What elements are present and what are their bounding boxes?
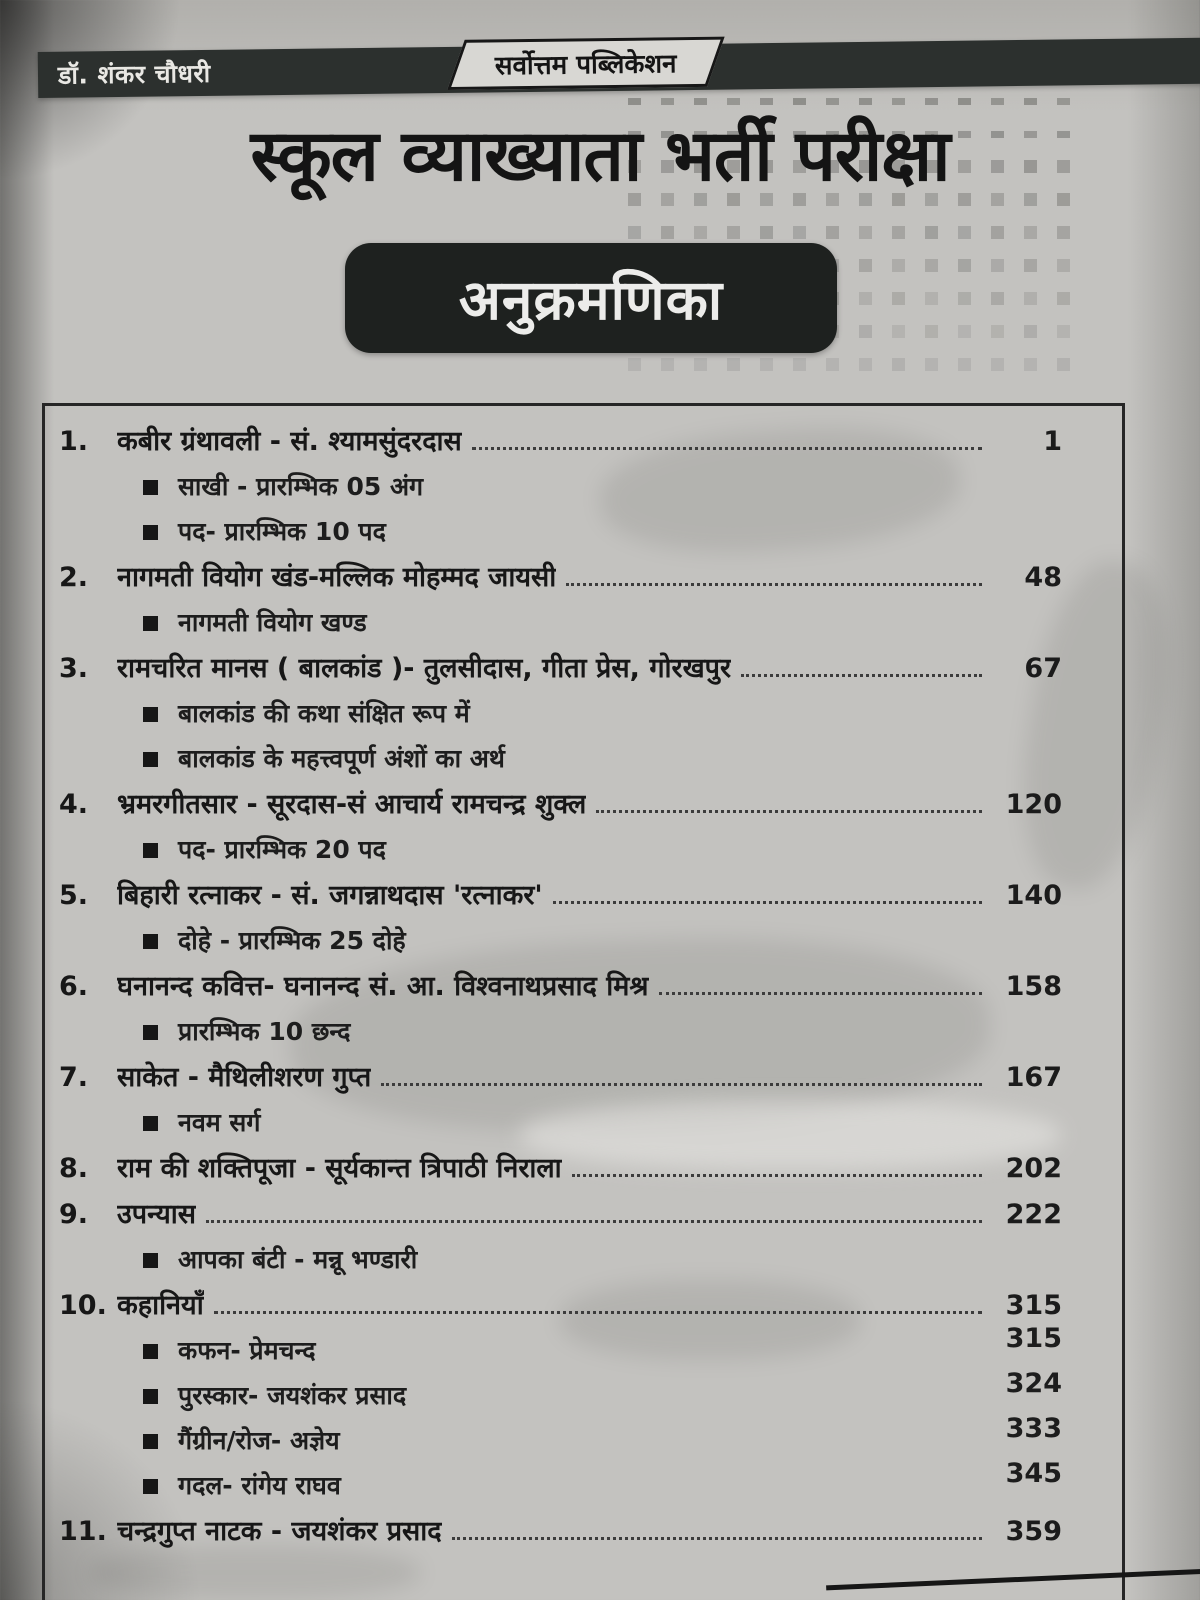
- halftone-dot: [1057, 358, 1070, 371]
- toc-item-title: कबीर ग्रंथावली - सं. श्यामसुंदरदास: [117, 426, 462, 457]
- author-name: डॉ. शंकर चौधरी: [57, 58, 211, 90]
- top-banner: [38, 38, 1200, 98]
- square-bullet-icon: [143, 1389, 158, 1404]
- toc-item-title: नागमती वियोग खंड-मल्लिक मोहम्मद जायसी: [117, 562, 557, 593]
- toc-item-page: 67: [1024, 653, 1062, 684]
- halftone-dot: [793, 358, 806, 371]
- index-heading: अनुक्रमणिका: [458, 267, 724, 332]
- toc-subitem: [143, 1458, 1062, 1503]
- toc-item-page: 120: [1005, 789, 1062, 820]
- halftone-dot: [925, 358, 938, 371]
- halftone-dot: [991, 292, 1004, 305]
- halftone-dot: [925, 325, 938, 338]
- halftone-dot: [925, 259, 938, 272]
- halftone-dot: [991, 226, 1004, 239]
- halftone-dot: [991, 98, 1004, 105]
- toc-item-page: 315: [1005, 1290, 1062, 1321]
- halftone-dot: [760, 226, 773, 239]
- publisher-name: सर्वोत्तम पब्लिकेशन: [494, 49, 677, 82]
- toc-item-number: 3.: [59, 653, 89, 684]
- halftone-dot: [1024, 193, 1037, 206]
- toc-item: [59, 424, 1062, 459]
- halftone-dot: [727, 358, 740, 371]
- halftone-dot: [1024, 325, 1037, 338]
- halftone-dot: [760, 358, 773, 371]
- square-bullet-icon: [143, 1434, 158, 1449]
- toc-subitem-label: दोहे - प्रारम्भिक 25 दोहे: [178, 926, 406, 955]
- halftone-dot: [1057, 160, 1070, 173]
- toc-item-page: 202: [1005, 1153, 1062, 1184]
- toc-list: [59, 424, 1062, 1549]
- toc-item-title: कहानियाँ: [117, 1290, 204, 1321]
- square-bullet-icon: [143, 1479, 158, 1494]
- halftone-dot: [859, 292, 872, 305]
- toc-subitem-label: पुरस्कार- जयशंकर प्रसाद: [178, 1381, 407, 1410]
- toc-item-number: 2.: [59, 562, 89, 593]
- halftone-dot: [1024, 292, 1037, 305]
- dot-leader: [659, 992, 983, 995]
- toc-subitem-label: कफन- प्रेमचन्द: [178, 1336, 316, 1365]
- square-bullet-icon: [143, 1025, 158, 1040]
- dot-leader: [566, 583, 982, 586]
- dot-leader: [553, 901, 982, 904]
- toc-subitem: [143, 833, 1062, 867]
- halftone-dot: [1057, 131, 1070, 138]
- square-bullet-icon: [143, 934, 158, 949]
- toc-subitem-page: 333: [1005, 1413, 1062, 1444]
- toc-item-title: घनानन्द कवित्त- घनानन्द सं. आ. विश्वनाथप्रसाद मिश्र: [117, 971, 649, 1002]
- halftone-dot: [1057, 226, 1070, 239]
- halftone-dot: [958, 325, 971, 338]
- toc-subitem-label: आपका बंटी - मन्नू भण्डारी: [178, 1245, 418, 1274]
- toc-subitem-label: बालकांड के महत्त्वपूर्ण अंशों का अर्थ: [178, 744, 505, 773]
- toc-item-title: भ्रमरगीतसार - सूरदास-सं आचार्य रामचन्द्र शुक्ल: [117, 789, 587, 820]
- toc-subitem-label: प्रारम्भिक 10 छन्द: [178, 1017, 351, 1046]
- toc-item-number: 8.: [59, 1153, 89, 1184]
- toc-subitem: [143, 924, 1062, 958]
- toc-subitem-label: साखी - प्रारम्भिक 05 अंग: [178, 472, 424, 501]
- halftone-dot: [628, 226, 641, 239]
- dot-leader: [214, 1311, 982, 1314]
- halftone-dot: [991, 259, 1004, 272]
- halftone-dot: [694, 226, 707, 239]
- toc-item: [59, 1060, 1062, 1095]
- toc-item-title: चन्द्रगुप्त नाटक - जयशंकर प्रसाद: [117, 1516, 442, 1547]
- toc-subitem: [143, 1015, 1062, 1049]
- dot-leader: [572, 1174, 982, 1177]
- halftone-dot: [991, 131, 1004, 138]
- square-bullet-icon: [143, 1116, 158, 1131]
- halftone-dot: [892, 325, 905, 338]
- halftone-dot: [694, 358, 707, 371]
- square-bullet-icon: [143, 1253, 158, 1268]
- toc-item-page: 1: [1043, 426, 1062, 457]
- toc-item-page: 48: [1024, 562, 1062, 593]
- toc-item: [59, 1514, 1062, 1549]
- dot-leader: [381, 1083, 982, 1086]
- dot-leader: [596, 810, 982, 813]
- halftone-dot: [793, 226, 806, 239]
- halftone-dot: [892, 292, 905, 305]
- toc-item-page: 158: [1005, 971, 1062, 1002]
- halftone-dot: [925, 292, 938, 305]
- toc-subitem: [143, 1368, 1062, 1413]
- square-bullet-icon: [143, 525, 158, 540]
- toc-item-number: 10.: [59, 1290, 107, 1321]
- book-title: स्कूल व्याख्याता भर्ती परीक्षा: [250, 114, 950, 197]
- halftone-dot: [1024, 226, 1037, 239]
- halftone-dot: [958, 292, 971, 305]
- toc-item: [59, 651, 1062, 686]
- toc-subitem-label: पद- प्रारम्भिक 20 पद: [178, 835, 386, 864]
- halftone-dot: [859, 358, 872, 371]
- halftone-dot: [925, 226, 938, 239]
- halftone-dot: [826, 358, 839, 371]
- halftone-dot: [859, 226, 872, 239]
- toc-item-title: बिहारी रत्नाकर - सं. जगन्नाथदास 'रत्नाकर': [117, 880, 543, 911]
- halftone-dot: [826, 226, 839, 239]
- square-bullet-icon: [143, 1344, 158, 1359]
- halftone-dot: [661, 358, 674, 371]
- halftone-dot: [1057, 98, 1070, 105]
- square-bullet-icon: [143, 616, 158, 631]
- toc-box: [42, 403, 1125, 1600]
- toc-item-title: रामचरित मानस ( बालकांड )- तुलसीदास, गीता प्रेस, गोरखपुर: [117, 653, 732, 684]
- square-bullet-icon: [143, 480, 158, 495]
- toc-subitem-label: गदल- रांगेय राघव: [178, 1471, 341, 1500]
- halftone-dot: [661, 226, 674, 239]
- toc-subitem: [143, 1106, 1062, 1140]
- halftone-dot: [958, 226, 971, 239]
- toc-item-number: 6.: [59, 971, 89, 1002]
- halftone-dot: [859, 325, 872, 338]
- halftone-dot: [1024, 131, 1037, 138]
- toc-subitem-label: बालकांड की कथा संक्षित रूप में: [178, 699, 470, 728]
- toc-item-page: 167: [1005, 1062, 1062, 1093]
- toc-subitem-label: नवम सर्ग: [178, 1108, 261, 1137]
- toc-item-number: 7.: [59, 1062, 89, 1093]
- halftone-dot: [892, 226, 905, 239]
- halftone-dot: [1024, 98, 1037, 105]
- halftone-dot: [991, 193, 1004, 206]
- toc-item-page: 359: [1005, 1516, 1062, 1547]
- halftone-dot: [859, 259, 872, 272]
- toc-subitem: [143, 1413, 1062, 1458]
- toc-subitem: [143, 606, 1062, 640]
- halftone-dot: [958, 131, 971, 138]
- toc-subitem-label: नागमती वियोग खण्ड: [178, 608, 367, 637]
- toc-subitem: [143, 1323, 1062, 1368]
- toc-item-number: 11.: [59, 1516, 107, 1547]
- toc-item-title: राम की शक्तिपूजा - सूर्यकान्त त्रिपाठी निराला: [117, 1153, 562, 1184]
- toc-item-title: साकेत - मैथिलीशरण गुप्त: [117, 1062, 372, 1093]
- toc-subitem-page: 315: [1005, 1323, 1062, 1354]
- halftone-dot: [991, 160, 1004, 173]
- halftone-dot: [958, 358, 971, 371]
- halftone-dot: [958, 160, 971, 173]
- halftone-dot: [1057, 259, 1070, 272]
- toc-item-number: 1.: [59, 426, 89, 457]
- square-bullet-icon: [143, 752, 158, 767]
- toc-item-page: 222: [1005, 1199, 1062, 1230]
- toc-item: [59, 969, 1062, 1004]
- toc-item-page: 140: [1005, 880, 1062, 911]
- halftone-dot: [958, 193, 971, 206]
- toc-subitem: [143, 470, 1062, 504]
- halftone-dot: [1024, 160, 1037, 173]
- halftone-dot: [958, 98, 971, 105]
- halftone-dot: [1057, 325, 1070, 338]
- halftone-dot: [1024, 259, 1037, 272]
- square-bullet-icon: [143, 707, 158, 722]
- dot-leader: [452, 1537, 982, 1540]
- toc-item: [59, 560, 1062, 595]
- halftone-dot: [1057, 193, 1070, 206]
- halftone-dot: [991, 325, 1004, 338]
- toc-subitem-label: गैंग्रीन/रोज- अज्ञेय: [178, 1426, 340, 1455]
- toc-item: [59, 1288, 1062, 1323]
- toc-item: [59, 1197, 1062, 1232]
- halftone-dot: [727, 226, 740, 239]
- index-heading-box: [345, 243, 837, 353]
- publisher-badge: [447, 37, 724, 90]
- toc-item: [59, 878, 1062, 913]
- toc-subitem-page: 345: [1005, 1458, 1062, 1489]
- toc-item-number: 9.: [59, 1199, 89, 1230]
- toc-subitem: [143, 697, 1062, 731]
- halftone-dot: [991, 358, 1004, 371]
- toc-subitem: [143, 742, 1062, 776]
- toc-subitem-label: पद- प्रारम्भिक 10 पद: [178, 517, 386, 546]
- dot-leader: [472, 447, 982, 450]
- dot-leader: [206, 1220, 982, 1223]
- halftone-dot: [892, 358, 905, 371]
- halftone-dot: [1024, 358, 1037, 371]
- toc-subitem: [143, 515, 1062, 549]
- halftone-dot: [958, 259, 971, 272]
- toc-subitem: [143, 1243, 1062, 1277]
- halftone-dot: [892, 259, 905, 272]
- toc-item: [59, 1151, 1062, 1186]
- halftone-dot: [1057, 292, 1070, 305]
- toc-item-number: 4.: [59, 789, 89, 820]
- toc-item-title: उपन्यास: [117, 1199, 197, 1230]
- toc-item-number: 5.: [59, 880, 89, 911]
- toc-subitem-page: 324: [1005, 1368, 1062, 1399]
- square-bullet-icon: [143, 843, 158, 858]
- toc-item: [59, 787, 1062, 822]
- dot-leader: [741, 674, 982, 677]
- halftone-dot: [628, 358, 641, 371]
